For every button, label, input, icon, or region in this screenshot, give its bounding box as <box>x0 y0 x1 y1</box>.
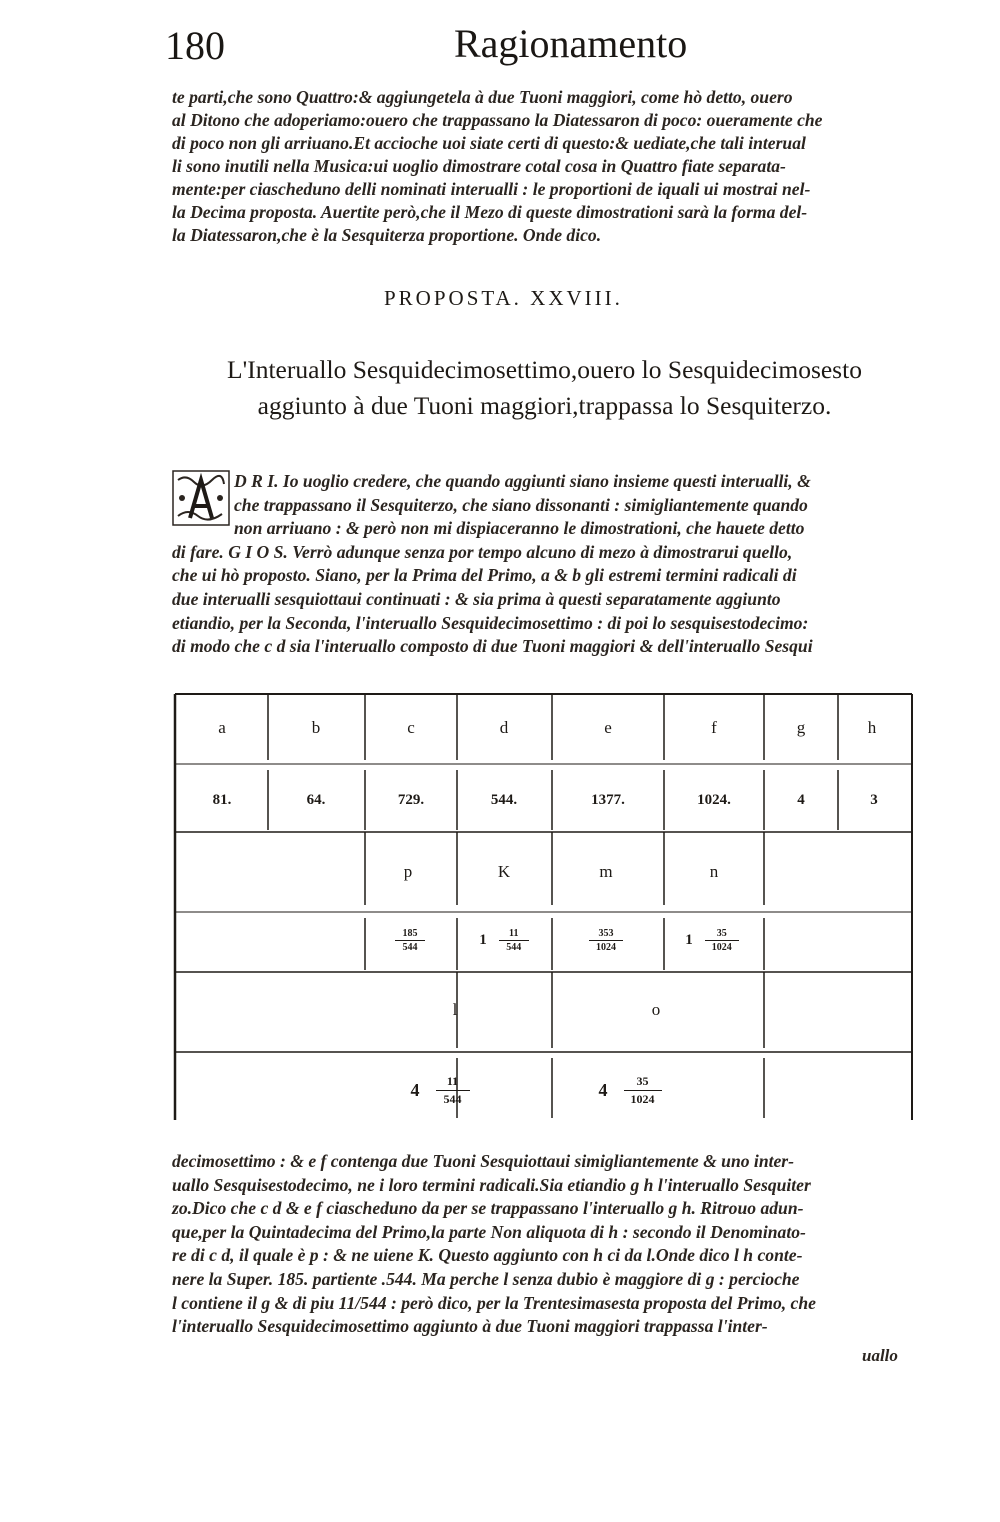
term-value: 81. <box>212 792 232 808</box>
page-number: 180 <box>165 23 225 68</box>
text-line: di fare. G I O S. Verrò adunque senza por tempo alcuno di mezo à dimostrarui quello, <box>172 541 793 562</box>
fraction-numerator: 353 <box>598 928 614 939</box>
text-line: zo.Dico che c d & e f ciascheduno da per se trappassano l'interuallo g h. Ritrouo adun- <box>172 1198 804 1219</box>
text-line: la Diatessaron,che è la Sesquiterza proportione. Onde dico. <box>172 225 602 245</box>
fraction-numerator: 185 <box>402 928 418 939</box>
proposition-heading: PROPOSTA. XXVIII. <box>384 286 623 310</box>
text-line: che ui hò proposto. Siano, per la Prima del Primo, a & b gli estremi termini radicali di <box>172 565 797 586</box>
fraction-prefix: 1 <box>479 932 487 948</box>
term-label: h <box>867 718 877 737</box>
text-line: uallo Sesquisestodecimo, ne i loro termini radicali.Sia etiandio g h l'interuallo Sesquiter <box>172 1174 811 1195</box>
text-line: li sono inutili nella Musica:ui uoglio dimostrare cotal cosa in Quattro fiate separata- <box>172 156 786 176</box>
text-line: al Ditono che adoperiamo:ouero che trappassano la Diatessaron di poco: oueramente che <box>172 110 823 130</box>
fraction-prefix: 4 <box>598 1080 608 1100</box>
fraction-numerator: 11 <box>446 1074 459 1088</box>
fraction-cell <box>390 1074 490 1107</box>
fraction-cell <box>667 928 757 953</box>
term-label: K <box>497 862 511 881</box>
proposition-line: L'Interuallo Sesquidecimosettimo,ouero lo Sesquidecimosesto <box>227 355 862 384</box>
term-label: m <box>599 862 613 881</box>
fraction-numerator: 11 <box>509 928 519 939</box>
text-line: due interualli sesquiottaui continuati : & sia prima à questi separatamente aggiunto <box>172 588 781 609</box>
proof-paragraph <box>172 1150 912 1339</box>
term-label: o <box>651 1000 661 1019</box>
text-line: la Decima proposta. Auertite però,che il Mezo di queste dimostrationi sarà la forma del- <box>172 202 808 222</box>
term-label: n <box>709 862 719 881</box>
term-value: 64. <box>306 792 326 808</box>
term-label: a <box>218 718 226 737</box>
text-line: che trappassano il Sesquiterzo, che siano dissonanti : simigliantemente quando <box>234 494 808 515</box>
fraction-cell <box>375 928 445 955</box>
fraction-cell <box>571 928 641 955</box>
text-line: D R I. Io uoglio credere, che quando aggiunti siano insieme questi interualli, & <box>234 471 811 491</box>
text-line: que,per la Quintadecima del Primo,la parte Non aliquota di h : secondo il Denominato- <box>172 1221 806 1242</box>
text-line: mente:per ciascheduno delli nominati interualli : le proportioni de iquali ui mostrai nel- <box>172 179 811 199</box>
fraction-prefix: 4 <box>410 1080 420 1100</box>
term-label: g <box>796 718 806 737</box>
term-label: d <box>499 718 509 737</box>
proposition-line: aggiunto à due Tuoni maggiori,trappassa lo Sesquiterzo. <box>257 391 832 420</box>
text-line: decimosettimo : & e f contenga due Tuoni Sesquiottaui simigliantemente & uno inter- <box>172 1151 795 1171</box>
term-label: f <box>711 718 717 737</box>
term-label: c <box>407 718 415 737</box>
text-line: nere la Super. 185. partiente .544. Ma perche l senza dubio è maggiore di g : percioche <box>172 1268 800 1289</box>
term-label: e <box>604 718 612 737</box>
catchword: uallo <box>862 1346 898 1365</box>
term-label: b <box>311 718 321 737</box>
term-value: 544. <box>490 792 518 808</box>
term-value: 1377. <box>591 792 625 808</box>
fraction-denominator: 1024 <box>596 942 616 953</box>
fraction-denominator: 544 <box>506 942 522 953</box>
running-head: Ragionamento <box>454 21 688 66</box>
term-value: 729. <box>397 792 425 808</box>
text-line: l contiene il g & di piu 11/544 : però dico, per la Trentesimasesta proposta del Primo, che <box>172 1292 816 1313</box>
fraction-denominator: 1024 <box>630 1092 655 1106</box>
text-line: di modo che c d sia l'interuallo composto di due Tuoni maggiori & dell'interuallo Sesqui <box>172 636 813 657</box>
fraction-denominator: 1024 <box>711 942 732 953</box>
text-line: di poco non gli arriuano.Et accioche uoi siate certi di questo:& uediate,che tali interual <box>172 133 806 153</box>
text-line: l'interuallo Sesquidecimosettimo aggiunto à due Tuoni maggiori trappassa l'inter- <box>172 1316 768 1337</box>
text-line: non arriuano : & però non mi dispiaceranno le dimostrationi, che hauete detto <box>234 518 805 539</box>
fraction-denominator: 544 <box>402 942 418 953</box>
fraction-prefix: 1 <box>685 932 693 948</box>
fraction-numerator: 35 <box>636 1074 649 1088</box>
fraction-numerator: 35 <box>716 928 727 939</box>
fraction-denominator: 544 <box>443 1092 462 1106</box>
fraction-cell <box>575 1074 685 1107</box>
term-value: 1024. <box>697 792 731 808</box>
text-line: etiandio, per la Seconda, l'interuallo Sesquidecimosettimo : di poi lo sesquisestodecimo: <box>172 612 809 633</box>
term-label: l <box>452 1000 458 1019</box>
fraction-cell <box>464 928 544 953</box>
term-label: p <box>403 862 413 881</box>
text-line: te parti,che sono Quattro:& aggiungetela à due Tuoni maggiori, come hò detto, ouero <box>172 87 793 107</box>
term-value: 3 <box>870 792 878 808</box>
term-value: 4 <box>797 792 805 808</box>
text-line: re di c d, il quale è p : & ne uiene K. Questo aggiunto con h ci da l.Onde dico l h conte- <box>172 1245 803 1266</box>
